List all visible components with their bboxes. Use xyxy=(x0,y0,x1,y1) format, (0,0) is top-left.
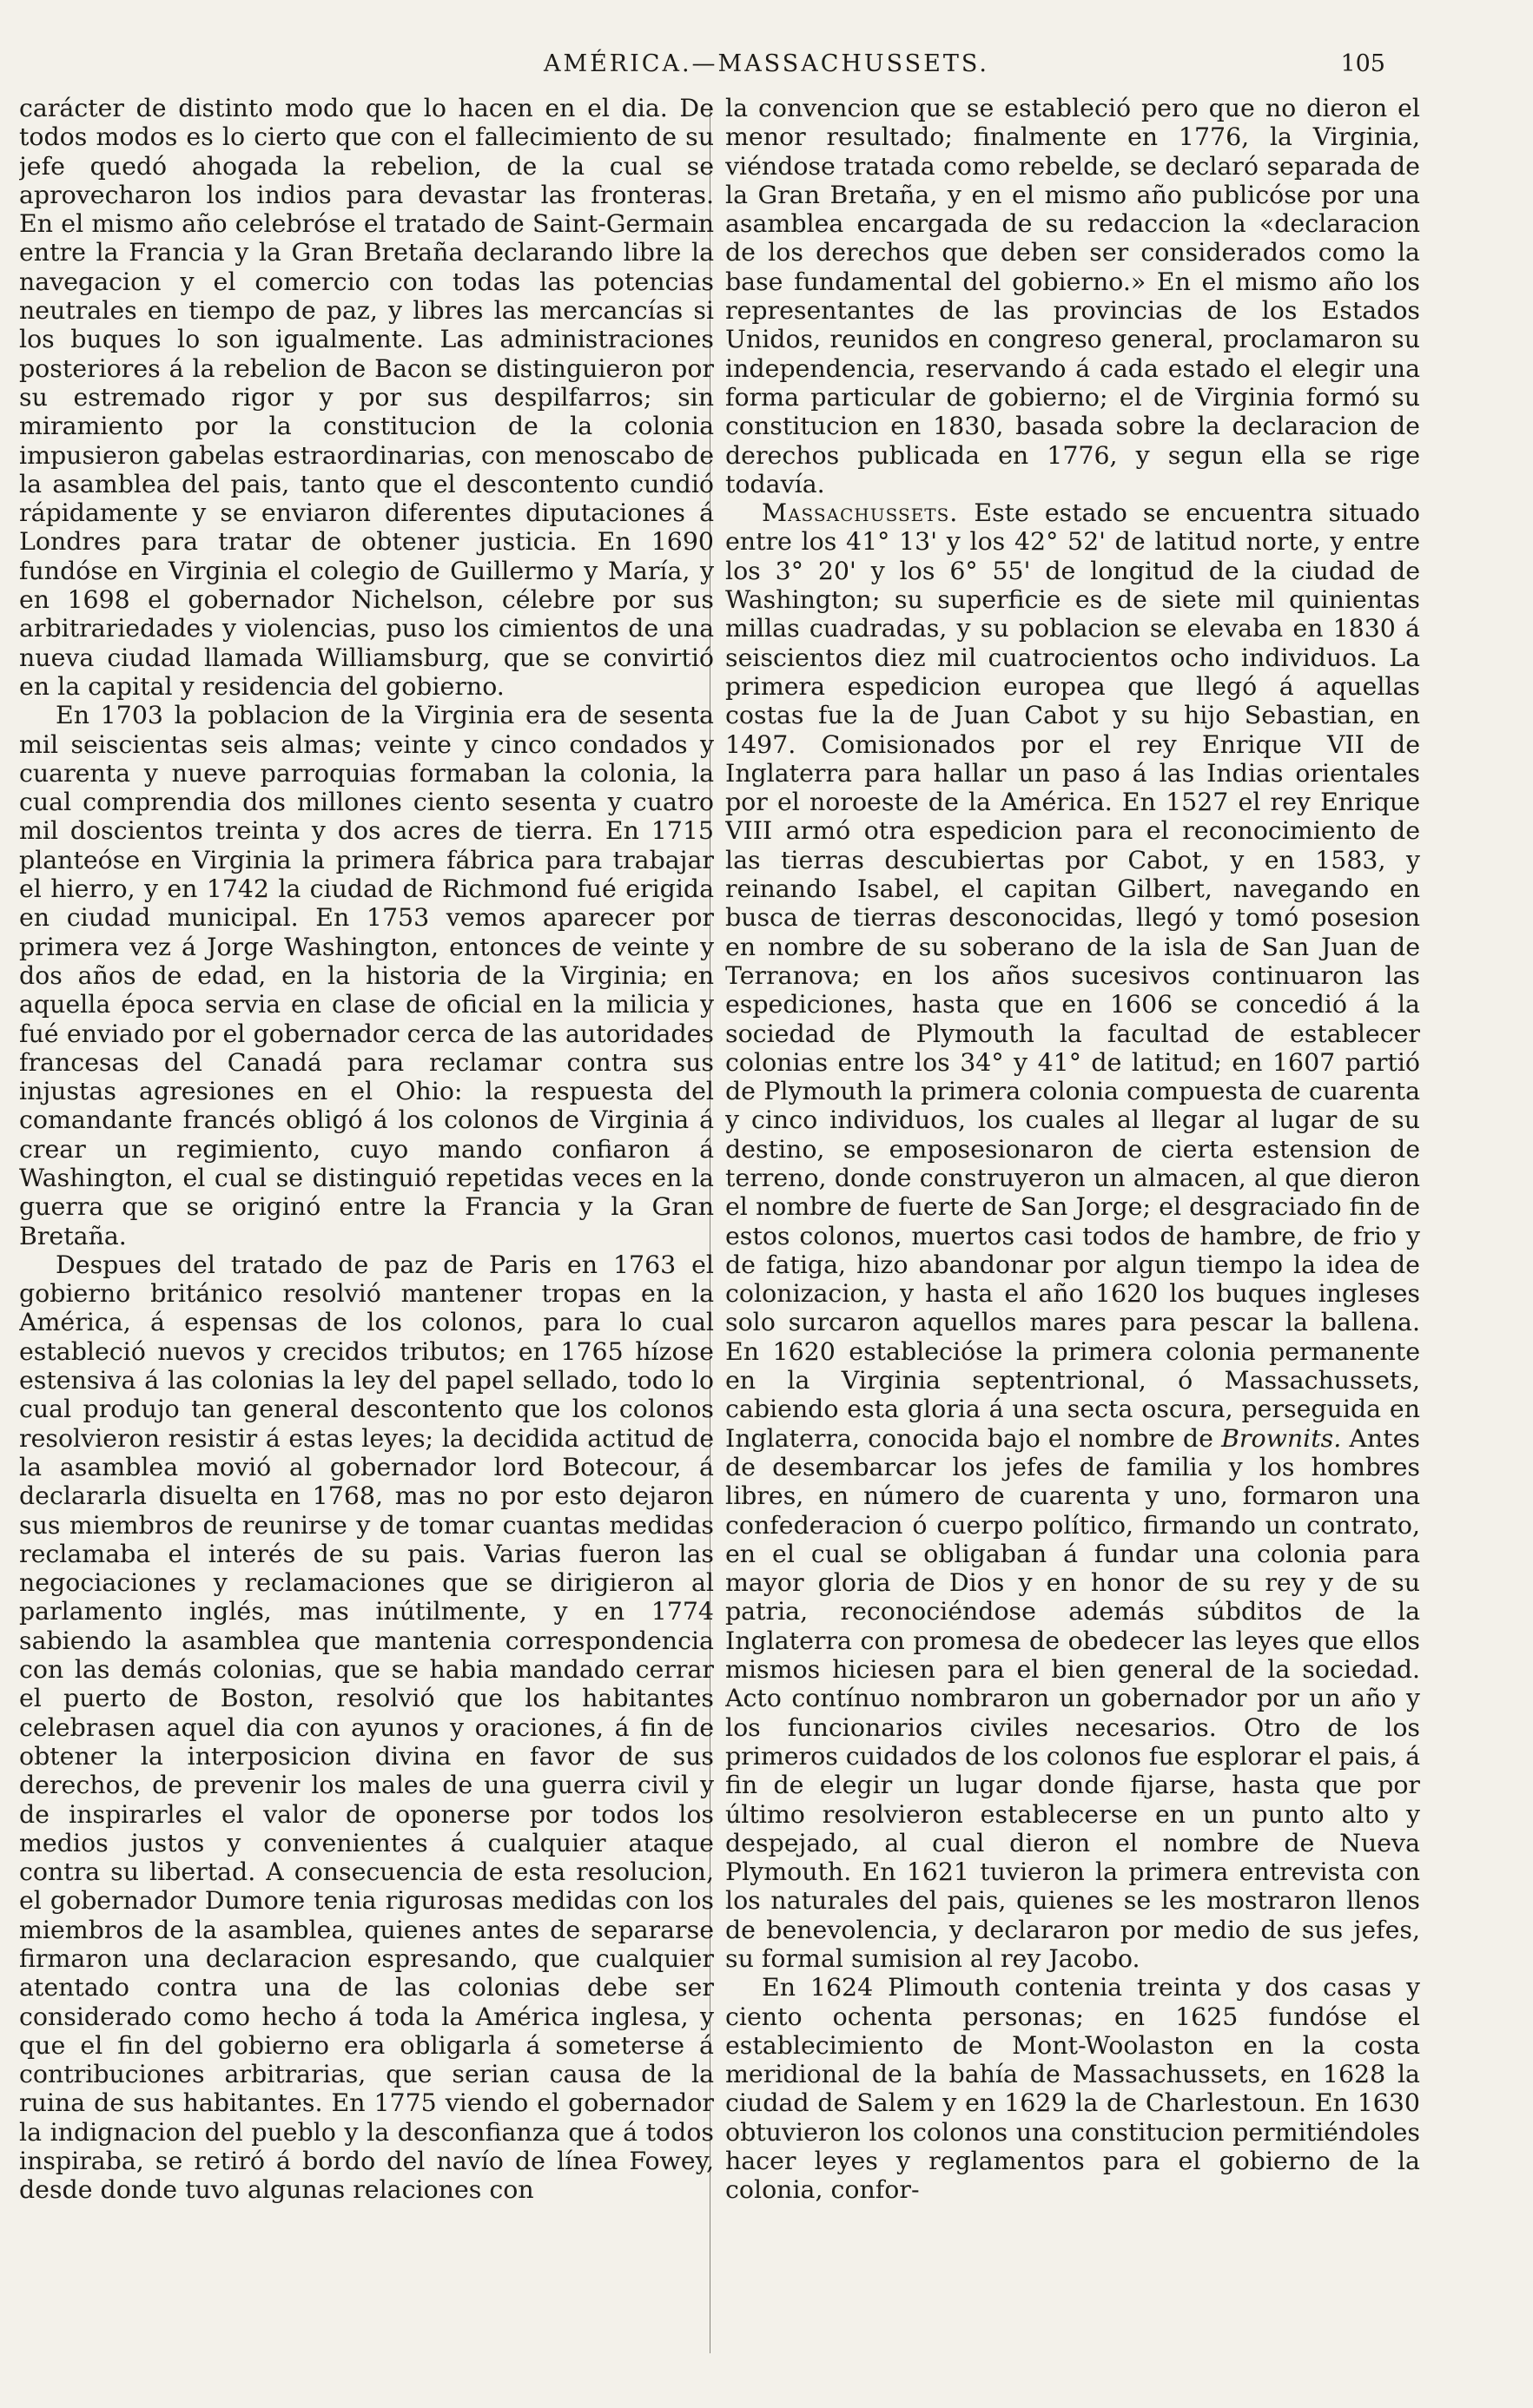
paragraph: la convencion que se estableció pero que no dieron el menor resultado; finalmente en 1776, la Virginia, viéndose tratada como rebelde, se declaró separada de la Gran Bretaña, y en el mismo año publicóse por una asamblea encargada de su redaccion la «declaracion de los derechos que deben ser considerados como la base fundamental del gobierno.» En el mismo año los representantes de las provincias de los Estados Unidos, reunidos en congreso general, proclamaron su independencia, reservando á cada estado el elegir una forma particular de gobierno; el de Virginia formó su constitucion en 1830, basada sobre la declaracion de derechos publicada en 1776, y segun ella se rige todavía. xyxy=(725,94,1420,498)
page-number: 105 xyxy=(1340,50,1385,77)
left-column xyxy=(19,94,714,2360)
running-title: AMÉRICA.—MASSACHUSSETS. xyxy=(543,50,990,77)
section-heading: Massachussets. xyxy=(762,498,959,528)
paragraph: carácter de distinto modo que lo hacen en el dia. De todos modos es lo cierto que con el fallecimiento de su jefe quedó ahogada la rebelion, de la cual se aprovecharon los indios para devastar las fronteras. En el mismo año celebróse el tratado de Saint-Germain entre la Francia y la Gran Bretaña declarando libre la navegacion y el comercio con todas las potencias neutrales en tiempo de paz, y libres las mercancías si los buques lo son igualmente. Las administraciones posteriores á la rebelion de Bacon se distinguieron por su estremado rigor y por sus despilfarros; sin miramiento por la constitucion de la colonia impusieron gabelas estraordinarias, con menoscabo de la asamblea del pais, tanto que el descontento cundió rápidamente y se enviaron diferentes diputaciones á Londres para tratar de obtener justicia. En 1690 fundóse en Virginia el colegio de Guillermo y María, y en 1698 el gobernador Nichelson, célebre por sus arbitrariedades y violencias, puso los cimientos de una nueva ciudad llamada Williamsburg, que se convirtió en la capital y residencia del gobierno. xyxy=(19,94,714,701)
paragraph: En 1624 Plimouth contenia treinta y dos casas y ciento ochenta personas; en 1625 fundóse el establecimiento de Mont-Woolaston en la costa meridional de la bahía de Massachussets, en 1628 la ciudad de Salem y en 1629 la de Charlestoun. En 1630 obtuvieron los colonos una constitucion permitiéndoles hacer leyes y reglamentos para el gobierno de la colonia, confor- xyxy=(725,1973,1420,2205)
paragraph-text: Antes de desembarcar los jefes de familia y los hombres libres, en número de cuarenta y uno, formaron una confederacion ó cuerpo político, firmando un contrato, en el cual se obligaban á fundar una colonia para mayor gloria de Dios y en honor de su rey y de su patria, reconociéndose además súbditos de la Inglaterra con promesa de obedecer las leyes que ellos mismos hiciesen para el bien general de la sociedad. Acto contínuo nombraron un gobernador por un año y los funcionarios civiles necesarios. Otro de los primeros cuidados de los colonos fue esplorar el pais, á fin de elegir un lugar donde fijarse, hasta que por último resolvieron establecerse en un punto alto y despejado, al cual dieron el nombre de Nueva Plymouth. En 1621 tuvieron la primera entrevista con los naturales del pais, quienes se les mostraron llenos de benevolencia, y declararon por medio de sus jefes, su formal sumision al rey Jacobo. xyxy=(725,1423,1420,1973)
paragraph: En 1703 la poblacion de la Virginia era de sesenta mil seiscientas seis almas; veinte y cinco condados y cuarenta y nueve parroquias formaban la colonia, la cual comprendia dos millones ciento sesenta y cuatro mil doscientos treinta y dos acres de tierra. En 1715 planteóse en Virginia la primera fábrica para trabajar el hierro, y en 1742 la ciudad de Richmond fué erigida en ciudad municipal. En 1753 vemos aparecer por primera vez á Jorge Washington, entonces de veinte y dos años de edad, en la historia de la Virginia; en aquella época servia en clase de oficial en la milicia y fué enviado por el gobernador cerca de las autoridades francesas del Canadá para reclamar contra sus injustas agresiones en el Ohio: la respuesta del comandante francés obligó á los colonos de Virginia á crear un regimiento, cuyo mando confiaron á Washington, el cual se distinguió repetidas veces en la guerra que se originó entre la Francia y la Gran Bretaña. xyxy=(19,701,714,1250)
running-head xyxy=(0,50,1533,85)
italic-term: Brownits. xyxy=(1221,1423,1342,1453)
paragraph: Despues del tratado de paz de Paris en 1763 el gobierno británico resolvió mantener tropas en la América, á espensas de los colonos, para lo cual estableció nuevos y crecidos tributos; en 1765 hízose estensiva á las colonias la ley del papel sellado, todo lo cual produjo tan general descontento que los colonos resolvieron resistir á estas leyes; la decidida actitud de la asamblea movió al gobernador lord Botecour, á declararla disuelta en 1768, mas no por esto dejaron sus miembros de reunirse y de tomar cuantas medidas reclamaba el interés de su pais. Varias fueron las negociaciones y reclamaciones que se dirigieron al parlamento inglés, mas inútilmente, y en 1774 sabiendo la asamblea que mantenia correspondencia con las demás colonias, que se habia mandado cerrar el puerto de Boston, resolvió que los habitantes celebrasen aquel dia con ayunos y oraciones, á fin de obtener la interposicion divina en favor de sus derechos, de prevenir los males de una guerra civil y de inspirarles el valor de oponerse por todos los medios justos y convenientes á cualquier ataque contra su libertad. A consecuencia de esta resolucion, el gobernador Dumore tenia rigurosas medidas con los miembros de la asamblea, quienes antes de separarse firmaron una declaracion espresando, que cualquier atentado contra una de las colonias debe ser considerado como hecho á toda la América inglesa, y que el fin del gobierno era obligarla á someterse á contribuciones arbitrarias, que serian causa de la ruina de sus habitantes. En 1775 viendo el gobernador la indignacion del pueblo y la desconfianza que á todos inspiraba, se retiró á bordo del navío de línea Fowey, desde donde tuvo algunas relaciones con xyxy=(19,1250,714,2205)
paragraph-text: Este estado se encuentra situado entre los 41° 13' y los 42° 52' de latitud norte, y entre los 3° 20' y los 6° 55' de longitud de la ciudad de Washington; su superficie es de siete mil quinientas millas cuadradas, y su poblacion se elevaba en 1830 á seiscientos diez mil cuatrocientos ocho individuos. La primera espedicion europea que llegó á aquellas costas fue la de Juan Cabot y su hijo Sebastian, en 1497. Comisionados por el rey Enrique VII de Inglaterra para hallar un paso á las Indias orientales por el noroeste de la América. En 1527 el rey Enrique VIII armó otra espedicion para el reconocimiento de las tierras descubiertas por Cabot, y en 1583, y reinando Isabel, el capitan Gilbert, navegando en busca de tierras desconocidas, llegó y tomó posesion en nombre de su soberano de la isla de San Juan de Terranova; en los años sucesivos continuaron las espediciones, hasta que en 1606 se concedió á la sociedad de Plymouth la facultad de establecer colonias entre los 34° y 41° de latitud; en 1607 partió de Plymouth la primera colonia compuesta de cuarenta y cinco individuos, los cuales al llegar al lugar de su destino, se emposesionaron de cierta estension de terreno, donde construyeron un almacen, al que dieron el nombre de fuerte de San Jorge; el desgraciado fin de estos colonos, muertos casi todos de hambre, de frio y de fatiga, hizo abandonar por algun tiempo la idea de colonizacion, y hasta el año 1620 los buques ingleses solo surcaron aquellos mares para pescar la ballena. En 1620 establecióse la primera colonia permanente en la Virginia septentrional, ó Massachussets, cabiendo esta gloria á una secta oscura, perseguida en Inglaterra, conocida bajo el nombre de xyxy=(725,498,1420,1453)
section-paragraph xyxy=(725,498,1420,1973)
right-column xyxy=(725,94,1420,2360)
